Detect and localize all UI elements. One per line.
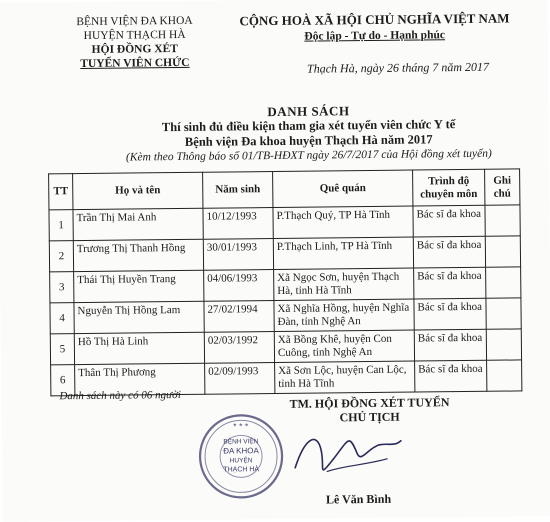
- cell-degree: Bác sĩ đa khoa: [415, 360, 487, 392]
- table-row: [50, 329, 521, 365]
- cell-tt: 6: [51, 365, 75, 396]
- document-title: DANH SÁCH: [267, 103, 350, 120]
- issuer-line-4: TUYỂN VIÊN CHỨC: [80, 56, 190, 71]
- col-header-name: Họ và tên: [73, 172, 203, 209]
- cell-dob: 30/01/1993: [203, 239, 273, 271]
- issuer-line-1: BỆNH VIỆN ĐA KHOA: [76, 14, 193, 29]
- cell-note: [485, 236, 520, 267]
- cell-tt: 1: [49, 210, 73, 241]
- official-seal-icon: [197, 412, 286, 501]
- cell-hometown: P.Thạch Linh, TP Hà Tĩnh: [273, 237, 413, 269]
- cell-note: [486, 298, 521, 329]
- col-header-dob: Năm sinh: [203, 172, 273, 209]
- cell-tt: 3: [50, 272, 74, 303]
- cell-hometown: Xã Sơn Lộc, huyện Can Lộc, tỉnh Hà Tĩnh: [275, 361, 415, 393]
- seal-text-4: THẠCH HÀ: [223, 466, 260, 474]
- table-row: [50, 267, 521, 303]
- issuer-block: [59, 14, 210, 72]
- cell-dob: 10/12/1993: [203, 208, 273, 240]
- document-subtitle-2: Bệnh viện Đa khoa huyện Thạch Hà năm 2017: [184, 132, 433, 149]
- cell-name: Hồ Thị Hà Linh: [74, 332, 204, 364]
- candidate-table: [48, 168, 522, 396]
- cell-degree: Bác sĩ đa khoa: [414, 267, 486, 299]
- issuer-line-3: HỘI ĐỒNG XÉT: [91, 43, 178, 56]
- cell-note: [486, 267, 521, 298]
- national-header: [229, 10, 519, 45]
- cell-degree: Bác sĩ đa khoa: [413, 236, 485, 268]
- cell-tt: 5: [50, 334, 74, 365]
- cell-hometown: Xã Bồng Khê, huyện Con Cuông, tỉnh Nghệ An: [274, 330, 414, 362]
- cell-hometown: Xã Nghĩa Hồng, huyện Nghĩa Đàn, tỉnh Nghệ An: [274, 299, 414, 331]
- cell-dob: 27/02/1994: [204, 301, 274, 333]
- document-reference: (Kèm theo Thông báo số 01/TB-HĐXT ngày 26/7/2017 của Hội đồng xét tuyển): [125, 147, 492, 164]
- cell-hometown: Xã Ngọc Sơn, huyện Thạch Hà, tỉnh Hà Tĩnh: [274, 268, 414, 300]
- table-row: [49, 236, 520, 272]
- document-subtitle-1: Thí sinh đủ điều kiện tham gia xét tuyển viên chức Y tế: [161, 117, 456, 135]
- seal-text-3: HUYỆN: [229, 457, 253, 465]
- seal-text-2: ĐA KHOA: [223, 446, 259, 456]
- table-header-row: [49, 169, 520, 210]
- cell-degree: Bác sĩ đa khoa: [414, 329, 486, 361]
- handwritten-signature-icon: [287, 419, 408, 490]
- issuer-line-2: HUYỆN THẠCH HÀ: [83, 28, 186, 42]
- cell-name: Thái Thị Huyền Trang: [74, 270, 204, 302]
- cell-hometown: P.Thạch Quý, TP Hà Tĩnh: [273, 206, 413, 238]
- cell-dob: 04/06/1993: [204, 270, 274, 302]
- nation-name: CỘNG HOÀ XÃ HỘI CHỦ NGHĨA VIỆT NAM: [239, 10, 510, 29]
- table-row: [50, 298, 521, 334]
- signature-title-line-2: CHỦ TỊCH: [339, 409, 400, 425]
- col-header-note: Ghi chú: [485, 169, 520, 205]
- cell-note: [485, 205, 520, 236]
- cell-note: [487, 360, 522, 391]
- signature-title-line-1: TM. HỘI ĐỒNG XÉT TUYỂN: [289, 395, 450, 411]
- cell-tt: 4: [50, 303, 74, 334]
- list-count-note: Danh sách này có 06 người: [59, 388, 182, 403]
- cell-name: Thân Thị Phương: [75, 363, 205, 395]
- place-date: Thạch Hà, ngày 26 tháng 7 năm 2017: [306, 59, 490, 76]
- cell-dob: 02/03/1992: [204, 332, 274, 364]
- cell-dob: 02/09/1993: [205, 363, 275, 395]
- national-motto: Độc lập - Tự do - Hạnh phúc: [304, 29, 446, 43]
- table-row: [49, 205, 520, 241]
- col-header-degree: Trình độ chuyên môn: [413, 169, 485, 206]
- cell-note: [486, 329, 521, 360]
- cell-name: Nguyễn Thị Hồng Lam: [74, 301, 204, 333]
- col-header-tt: TT: [49, 174, 73, 210]
- cell-tt: 2: [49, 241, 73, 272]
- signer-name: Lê Văn Bình: [325, 491, 392, 507]
- svg-text:★ ★ ★: ★ ★ ★: [232, 422, 249, 429]
- col-header-hometown: Quê quán: [273, 170, 413, 207]
- seal-text-1: BỆNH VIỆN: [223, 438, 259, 446]
- document-title-block: [88, 101, 529, 166]
- cell-name: Trần Thị Mai Anh: [73, 208, 203, 240]
- cell-degree: Bác sĩ đa khoa: [413, 205, 485, 237]
- cell-degree: Bác sĩ đa khoa: [414, 298, 486, 330]
- cell-name: Trương Thị Thanh Hồng: [73, 239, 203, 271]
